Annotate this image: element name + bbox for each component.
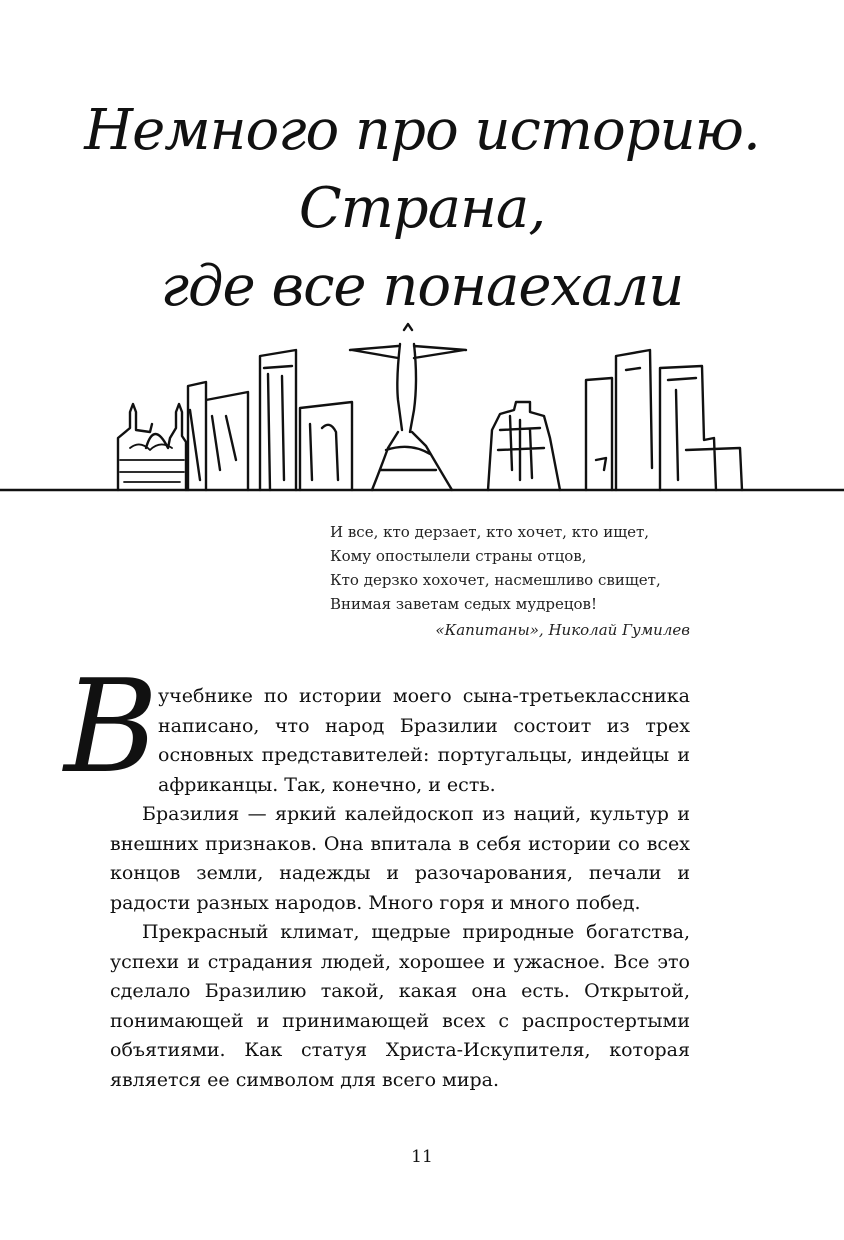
paragraph-1: учебнике по истории моего сына-третьеклассника написано, что народ Бразилии состоит из трех основных представителей: португальцы, индейцы и африканцы. Так, конечно, и есть. bbox=[158, 685, 690, 796]
epigraph-line-3: Кто дерзко хохочет, насмешливо свищет, bbox=[330, 571, 661, 589]
body-text bbox=[110, 682, 690, 1095]
chapter-title-line-3: где все понаехали bbox=[160, 254, 684, 319]
epigraph-attribution: «Капитаны», Николай Гумилев bbox=[435, 621, 690, 639]
epigraph-line-4: Внимая заветам седых мудрецов! bbox=[330, 595, 598, 613]
paragraph-2: Бразилия — яркий калейдоскоп из наций, культур и внешних признаков. Она впитала в себя истории со всех концов земли, надежды и разочарования, печали и радости разных народов. Много горя и много побед. bbox=[110, 803, 690, 914]
epigraph-line-1: И все, кто дерзает, кто хочет, кто ищет, bbox=[330, 523, 650, 541]
chapter-title-line-1: Немного про историю. bbox=[84, 98, 760, 163]
chapter-title-line-2: Страна, bbox=[298, 176, 546, 241]
page-number: 11 bbox=[411, 1147, 433, 1167]
chapter-title bbox=[0, 92, 844, 326]
city-skyline-with-christ-redeemer-icon bbox=[0, 320, 844, 500]
epigraph-line-2: Кому опостылели страны отцов, bbox=[330, 547, 587, 565]
paragraph-3: Прекрасный климат, щедрые природные богатства, успехи и страдания людей, хорошее и ужасное. Все это сделало Бразилию такой, какая она есть. Открытой, понимающей и принимающей всех с распростертыми объятиями. Как статуя Христа-Искупителя, которая является ее символом для всего мира. bbox=[110, 921, 690, 1091]
drop-cap: В bbox=[64, 653, 159, 802]
epigraph bbox=[330, 520, 710, 642]
